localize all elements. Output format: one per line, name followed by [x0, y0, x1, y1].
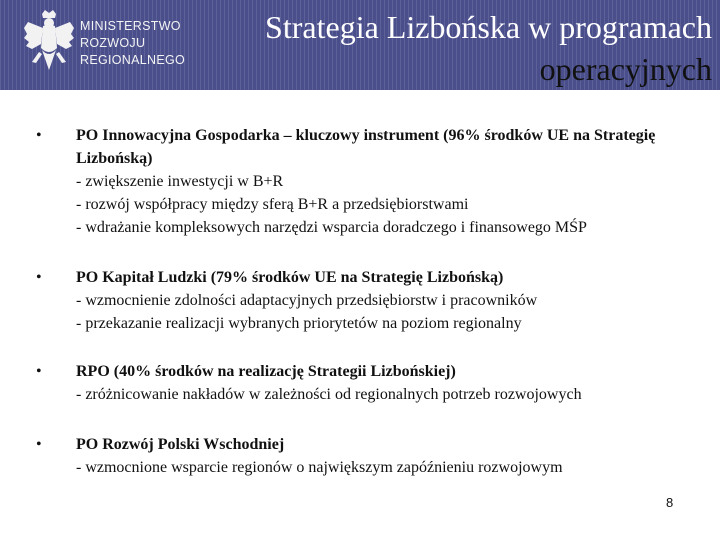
bullet-heading: • PO Rozwój Polski Wschodniej	[76, 436, 285, 453]
bullet-subitem: - wzmocnienie zdolności adaptacyjnych przedsiębiorstw i pracowników	[76, 292, 538, 309]
bullet-item	[58, 266, 718, 335]
bullet-subitem: - rozwój współpracy między sferą B+R a przedsiębiorstwami	[76, 196, 469, 213]
bullet-subitem: - wdrażanie kompleksowych narzędzi wsparcia doradczego i finansowego MŚP	[76, 219, 587, 236]
bullet-heading: • PO Kapitał Ludzki (79% środków UE na Strategię Lizbońską)	[76, 269, 504, 286]
bullet-item	[58, 360, 718, 406]
ministry-line-2: ROZWOJU	[80, 36, 146, 50]
bullet-subitem: - zwiększenie inwestycji w B+R	[76, 173, 284, 190]
bullet-heading: • RPO (40% środków na realizację Strategii Lizbońskiej)	[76, 363, 456, 380]
slide-title	[152, 6, 712, 90]
slide-header	[0, 0, 720, 90]
bullet-item	[58, 433, 718, 479]
bullet-subitem: - przekazanie realizacji wybranych priorytetów na poziom regionalny	[76, 315, 522, 332]
bullet-subitem: - wzmocnione wsparcie regionów o największym zapóźnieniu rozwojowym	[76, 459, 563, 476]
bullet-heading: • PO Innowacyjna Gospodarka – kluczowy instrument (96% środków UE na Strategię Lizbońską)	[76, 127, 656, 167]
ministry-line-3: REGIONALNEGO	[80, 53, 186, 67]
slide-title-line-2: operacyjnych	[539, 51, 712, 87]
page-number: 8	[666, 495, 674, 510]
bullet-item	[58, 124, 718, 239]
eagle-emblem-icon	[22, 8, 76, 80]
slide-content	[58, 124, 718, 506]
slide-title-line-1: Strategia Lizbońska w programach	[265, 9, 712, 45]
bullet-subitem: - zróżnicowanie nakładów w zależności od regionalnych potrzeb rozwojowych	[76, 386, 582, 403]
ministry-line-1: MINISTERSTWO	[80, 19, 181, 33]
